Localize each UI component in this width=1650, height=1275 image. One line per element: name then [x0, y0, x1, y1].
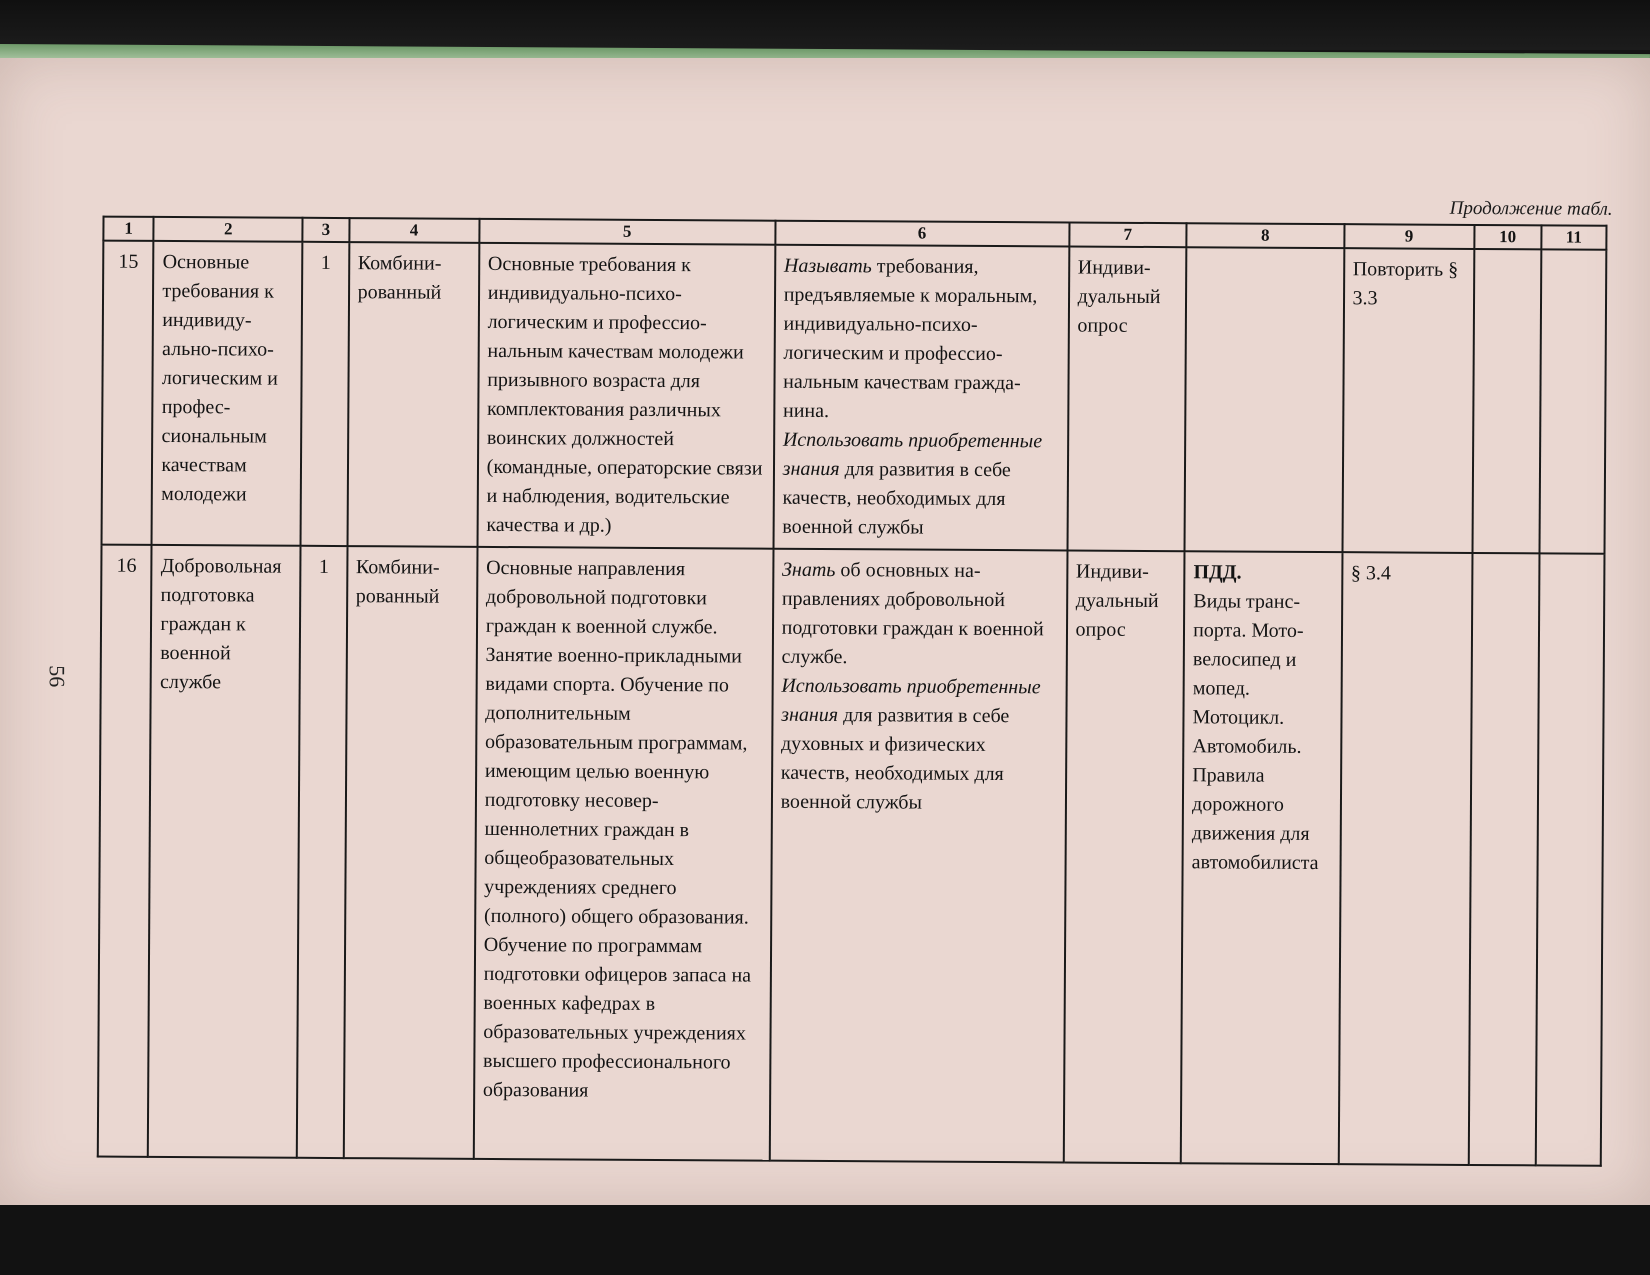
lesson-requirements — [769, 549, 1067, 1163]
lesson-extra — [1181, 551, 1342, 1164]
scan-top-border — [0, 0, 1650, 50]
lesson-type: Комбинированный — [347, 242, 479, 547]
lesson-number: 16 — [98, 545, 152, 1157]
extra-title: ПДД. — [1193, 561, 1242, 584]
column-header: 3 — [303, 218, 349, 242]
column-header: 10 — [1474, 225, 1541, 249]
column-header: 2 — [154, 217, 303, 242]
page-number: 56 — [44, 665, 70, 688]
column-header: 9 — [1344, 224, 1474, 249]
empty-cell — [1539, 249, 1606, 553]
requirement-verb: Знать — [781, 558, 836, 582]
requirement-text: для развития в себе духовных и физических качеств, необходимых для военной службы — [780, 704, 1010, 814]
requirement-text: для развития в себе качеств, необходимых для военной службы — [782, 458, 1011, 539]
table-row — [98, 545, 1605, 1166]
column-header: 6 — [775, 221, 1069, 247]
column-header: 1 — [103, 217, 154, 241]
lesson-control: Индивидуальный опрос — [1067, 246, 1186, 551]
lesson-topic: Добровольная подготовка граждан к военной службе — [148, 545, 301, 1158]
column-header: 7 — [1069, 222, 1187, 247]
lesson-homework: § 3.4 — [1338, 552, 1472, 1165]
page-content — [0, 53, 1650, 1211]
scan-bottom-border — [0, 1205, 1650, 1275]
column-header: 5 — [479, 219, 775, 245]
lesson-requirements — [773, 245, 1069, 551]
lesson-content: Основные требования к индивидуально-психологическим и профессиональным качествам молодежи призывного возраста для комплектования различных воинских должностей (командные, операторские связи и наблюдения, водительские качества и др.) — [477, 243, 775, 549]
empty-cell — [1536, 553, 1605, 1165]
table-caption: Продолжение табл. — [1449, 197, 1613, 220]
empty-cell — [1472, 249, 1541, 553]
column-header: 4 — [349, 218, 479, 243]
requirement-verb: Использовать приобретенные знания — [782, 428, 1043, 481]
lesson-homework: Повторить § 3.3 — [1342, 248, 1474, 553]
table-row — [102, 241, 1607, 554]
extra-text: Виды транспорта. Мотовелосипед и мопед. Мотоцикл. Автомобиль. Правила дорожного движения для автомобилиста — [1191, 590, 1319, 875]
column-header: 11 — [1541, 225, 1606, 249]
lesson-hours: 1 — [297, 546, 347, 1158]
requirement-verb: Называть — [783, 254, 872, 278]
requirement-verb: Использовать приобретенные знания — [781, 674, 1041, 727]
lesson-extra — [1185, 247, 1344, 552]
lesson-plan-table — [97, 216, 1608, 1167]
lesson-hours: 1 — [301, 242, 349, 546]
column-header: 8 — [1186, 223, 1344, 248]
lesson-control: Индивидуальный опрос — [1063, 550, 1184, 1163]
requirement-text: об основных направлениях добровольной подготовки граждан к военной службе. — [781, 559, 1044, 669]
requirement-text: требования, предъявляемые к моральным, индивидуально-психологическим и профессиональным качествам гражданина. — [782, 255, 1038, 423]
lesson-topic: Основные требования к индивидуально-психологическим и профессиональным качествам молодежи — [152, 241, 303, 546]
empty-cell — [1468, 553, 1539, 1165]
lesson-type: Комбинированный — [343, 546, 477, 1159]
lesson-content: Основные направления добровольной подготовки граждан к военной службе. Занятие военно-прикладными видами спорта. Обучение по дополнительным образовательным программам, имеющим целью военную подготовку несовершеннолетних граждан в общеобразовательных учреждениях среднего (полного) общего образования. Обучение по программам подготовки офицеров запаса на военных кафедрах в образовательных учреждениях высшего профессионального образования — [473, 547, 773, 1161]
lesson-number: 15 — [102, 241, 154, 545]
book-page — [0, 58, 1650, 1206]
